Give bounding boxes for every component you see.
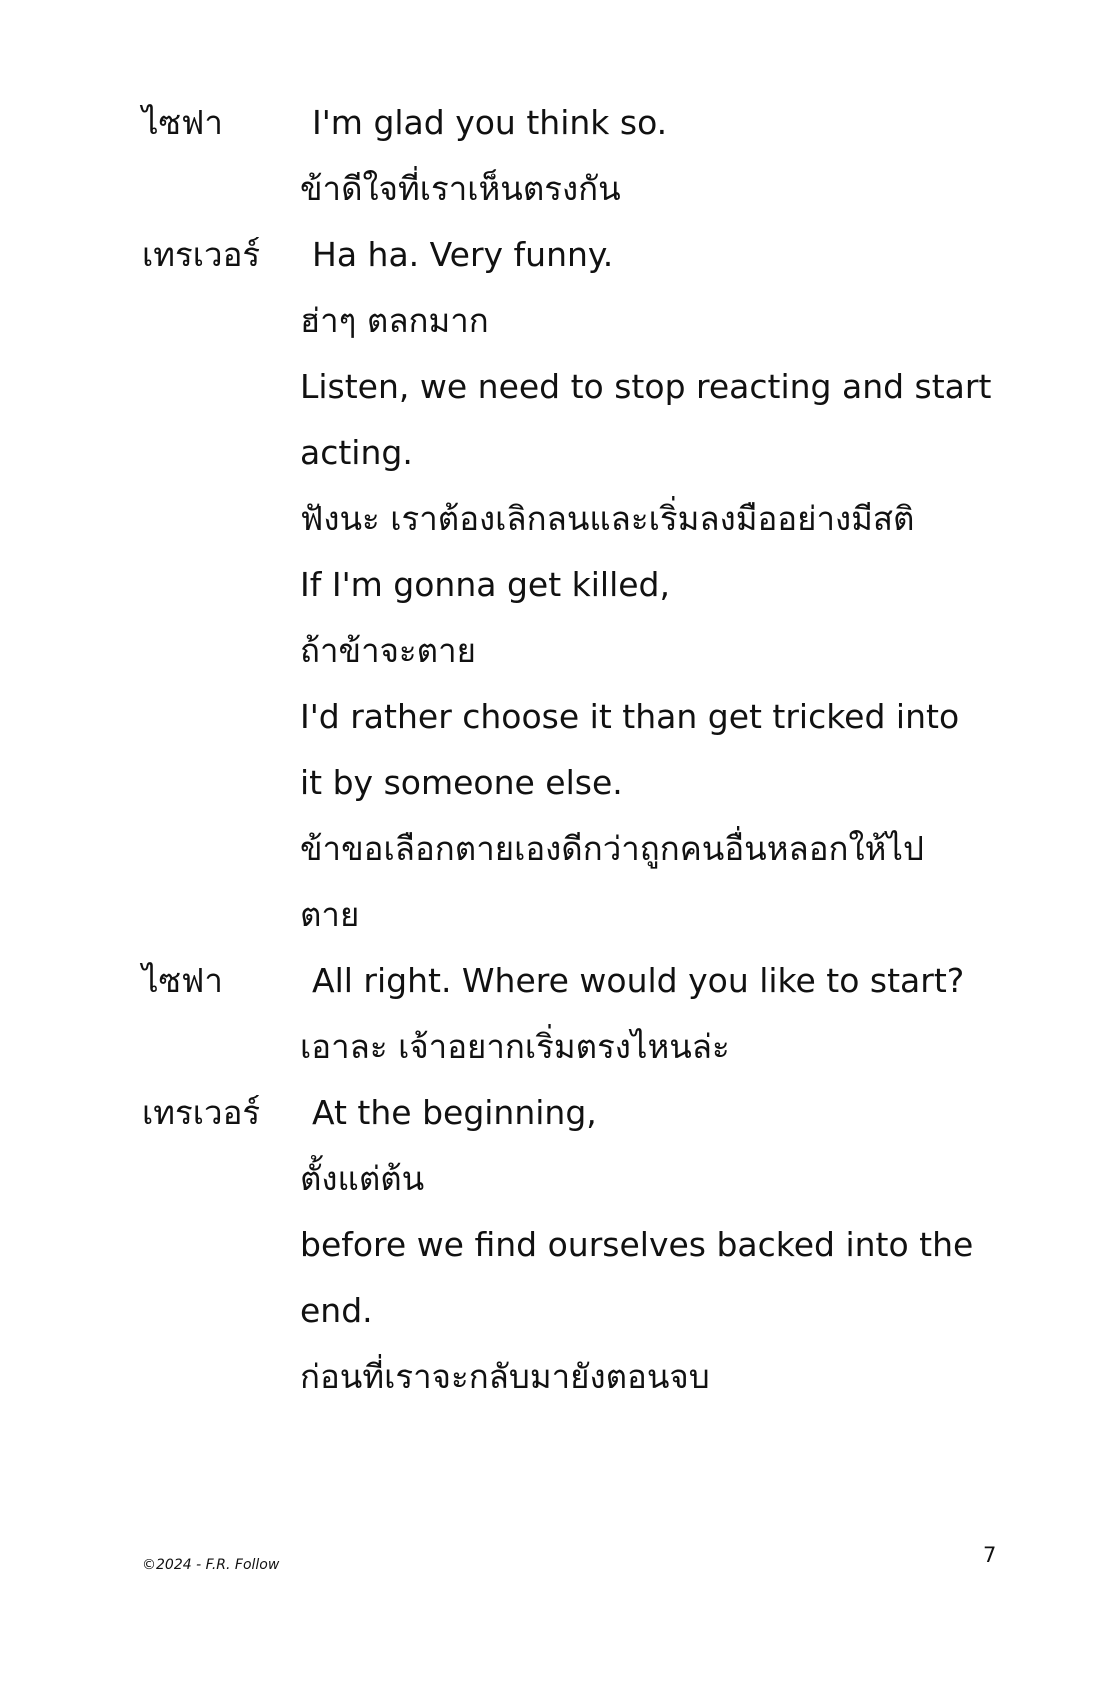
copyright-notice: ©2024 - F.R. Follow <box>142 1557 280 1573</box>
speaker-name: เทรเวอร์ <box>142 1093 261 1132</box>
dialogue-line: ข้าขอเลือกตายเองดีกว่าถูกคนอื่นหลอกให้ไป <box>300 829 924 868</box>
dialogue-line: ฟังนะ เราต้องเลิกลนและเริ่มลงมืออย่างมีสติ <box>300 499 915 538</box>
dialogue-line: it by someone else. <box>300 763 623 802</box>
dialogue-line: I'd rather choose it than get tricked into <box>300 697 960 736</box>
dialogue-line: All right. Where would you like to start? <box>312 961 965 1000</box>
dialogue-line: acting. <box>300 433 413 472</box>
dialogue-line: ตาย <box>300 895 360 934</box>
dialogue-line: เอาละ เจ้าอยากเริ่มตรงไหนล่ะ <box>300 1027 730 1066</box>
dialogue-line: At the beginning, <box>312 1093 597 1132</box>
dialogue-line: ข้าดีใจที่เราเห็นตรงกัน <box>300 169 621 208</box>
dialogue-line: If I'm gonna get killed, <box>300 565 670 604</box>
dialogue-line: ตั้งแต่ต้น <box>300 1159 425 1198</box>
speaker-name: เทรเวอร์ <box>142 235 261 274</box>
speaker-name: ไซฟา <box>142 103 223 142</box>
dialogue-line: before we find ourselves backed into the <box>300 1225 974 1264</box>
dialogue-line: I'm glad you think so. <box>312 103 668 142</box>
dialogue-line: Listen, we need to stop reacting and start <box>300 367 992 406</box>
dialogue-line: ถ้าข้าจะตาย <box>300 631 476 670</box>
page-number: 7 <box>983 1543 997 1567</box>
dialogue-line: ฮ่าๆ ตลกมาก <box>300 301 489 340</box>
dialogue-line: ก่อนที่เราจะกลับมายังตอนจบ <box>300 1357 710 1396</box>
speaker-name: ไซฟา <box>142 961 223 1000</box>
dialogue-line: Ha ha. Very funny. <box>312 235 614 274</box>
dialogue-line: end. <box>300 1291 373 1330</box>
